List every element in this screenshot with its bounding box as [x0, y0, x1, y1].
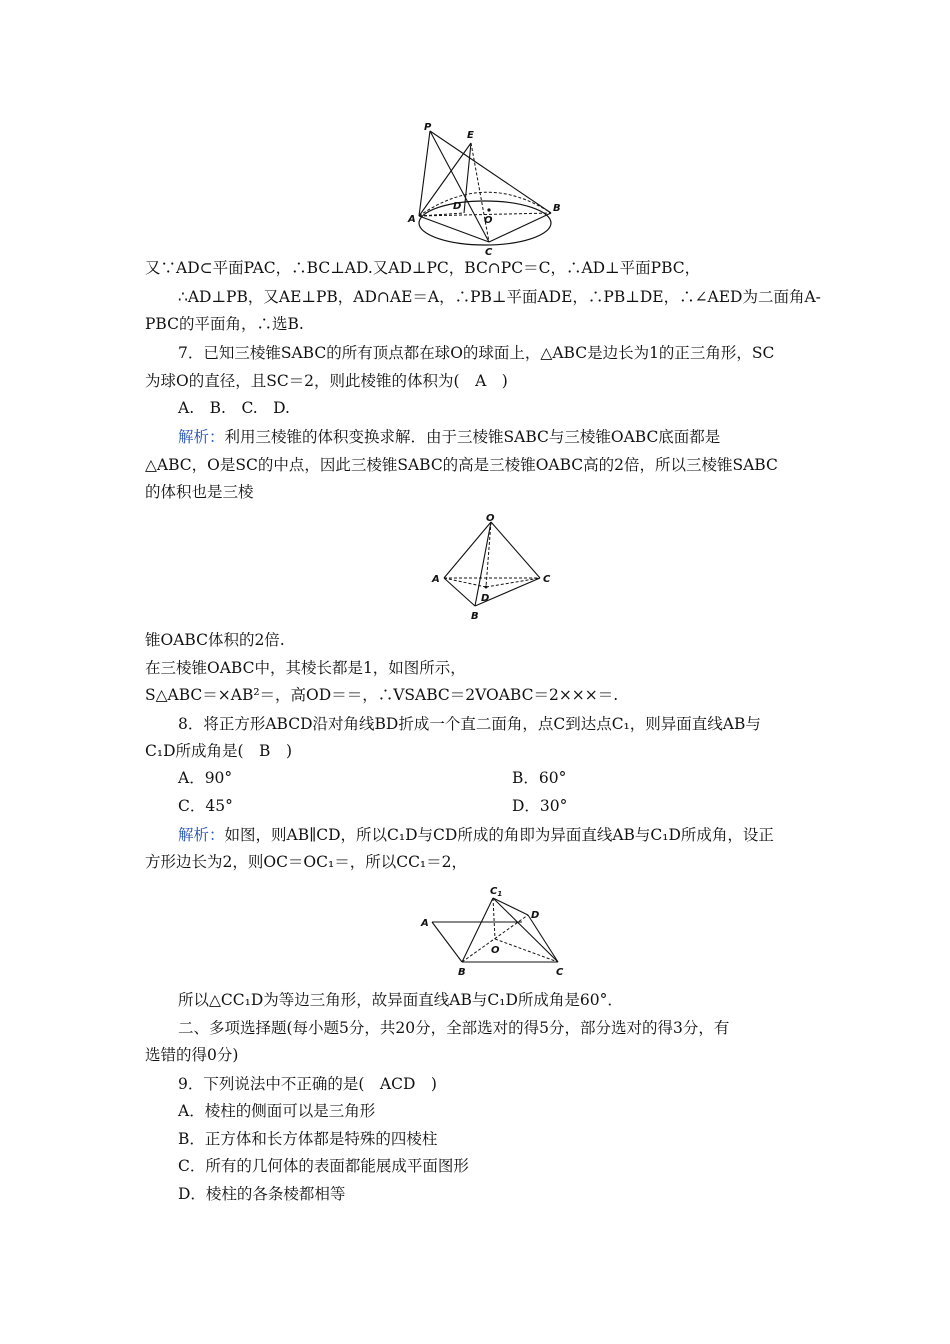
- option-9A: A．棱柱的侧面可以是三角形: [178, 1102, 376, 1120]
- solution-text: 如图，则AB∥CD，所以C₁D与CD所成的角即为异面直线AB与C₁D所成角，设正: [224, 826, 774, 844]
- question-8-line2: C₁D所成角是( B ): [145, 742, 292, 760]
- label-O: O: [484, 215, 493, 226]
- figure-folded-square: [418, 882, 578, 978]
- option-9B: B．正方体和长方体都是特殊的四棱柱: [178, 1130, 438, 1148]
- section-2-heading-line1: 二、多项选择题(每小题5分，共20分，全部选对的得5分，部分选对的得3分，有: [178, 1019, 730, 1037]
- text-line: ∴AD⊥PB，又AE⊥PB，AD∩AE＝A，∴PB⊥平面ADE，∴PB⊥DE，∴∠AED为二面角A-: [178, 288, 821, 306]
- label-B: B: [553, 203, 561, 214]
- label-A: A: [421, 918, 429, 929]
- solution-7-line3: 的体积也是三棱: [145, 483, 254, 501]
- label-D: D: [453, 201, 462, 212]
- label-C: C: [556, 967, 564, 978]
- question-7-options: A. B. C. D.: [178, 399, 290, 417]
- label-A: A: [432, 574, 440, 585]
- solution-7-line5: 在三棱锥OABC中，其棱长都是1，如图所示，: [145, 659, 466, 677]
- label-A: A: [408, 214, 416, 225]
- label-B: B: [471, 611, 479, 622]
- solution-text: 利用三棱锥的体积变换求解．由于三棱锥SABC与三棱锥OABC底面都是: [224, 428, 721, 446]
- label-O: O: [491, 945, 500, 956]
- label-D: D: [481, 593, 490, 604]
- solution-7-line1: [178, 427, 720, 447]
- figure-pyramid-sphere: [400, 118, 570, 258]
- option-8A: A．90°: [178, 769, 233, 787]
- solution-8-line2: 方形边长为2，则OC＝OC₁＝，所以CC₁＝2，: [145, 853, 468, 871]
- solution-7-line4: 锥OABC体积的2倍.: [145, 631, 285, 649]
- solution-8-line3: 所以△CC₁D为等边三角形，故异面直线AB与C₁D所成角是60°．: [178, 991, 623, 1009]
- solution-7-line2: △ABC，O是SC的中点，因此三棱锥SABC的高是三棱锥OABC高的2倍，所以三棱锥SABC: [145, 456, 778, 474]
- label-D: D: [531, 910, 540, 921]
- label-P: P: [424, 122, 432, 133]
- option-8D: D．30°: [512, 797, 568, 815]
- label-O: O: [486, 513, 495, 524]
- label-C: C: [543, 574, 551, 585]
- option-8B: B．60°: [512, 769, 567, 787]
- option-9C: C．所有的几何体的表面都能展成平面图形: [178, 1157, 469, 1175]
- question-8-line1: 8．将正方形ABCD沿对角线BD折成一个直二面角，点C到达点C₁，则异面直线AB与: [178, 715, 761, 733]
- question-7-line2: 为球O的直径，且SC＝2，则此棱锥的体积为( A ): [145, 372, 508, 390]
- label-C: C: [485, 247, 493, 258]
- option-8C: C．45°: [178, 797, 233, 815]
- question-7-line1: 7．已知三棱锥SABC的所有顶点都在球O的球面上，△ABC是边长为1的正三角形，SC: [178, 344, 775, 362]
- label-B: B: [458, 967, 466, 978]
- solution-label: 解析：: [178, 428, 225, 446]
- solution-7-line6: S△ABC＝×AB²＝，高OD＝＝，∴VSABC＝2VOABC＝2×××＝.: [145, 686, 619, 704]
- text-line: PBC的平面角，∴选B.: [145, 315, 304, 333]
- section-2-heading-line2: 选错的得0分): [145, 1046, 239, 1064]
- label-E: E: [467, 130, 474, 141]
- question-9: 9．下列说法中不正确的是( ACD ): [178, 1075, 437, 1093]
- figure-tetrahedron: [428, 512, 558, 624]
- option-9D: D．棱柱的各条棱都相等: [178, 1185, 346, 1203]
- text-line: 又∵AD⊂平面PAC，∴BC⊥AD.又AD⊥PC，BC∩PC＝C，∴AD⊥平面PBC，: [145, 259, 701, 277]
- solution-label: 解析：: [178, 826, 225, 844]
- solution-8-line1: [178, 825, 774, 845]
- label-C1: $C_1$: [490, 886, 503, 898]
